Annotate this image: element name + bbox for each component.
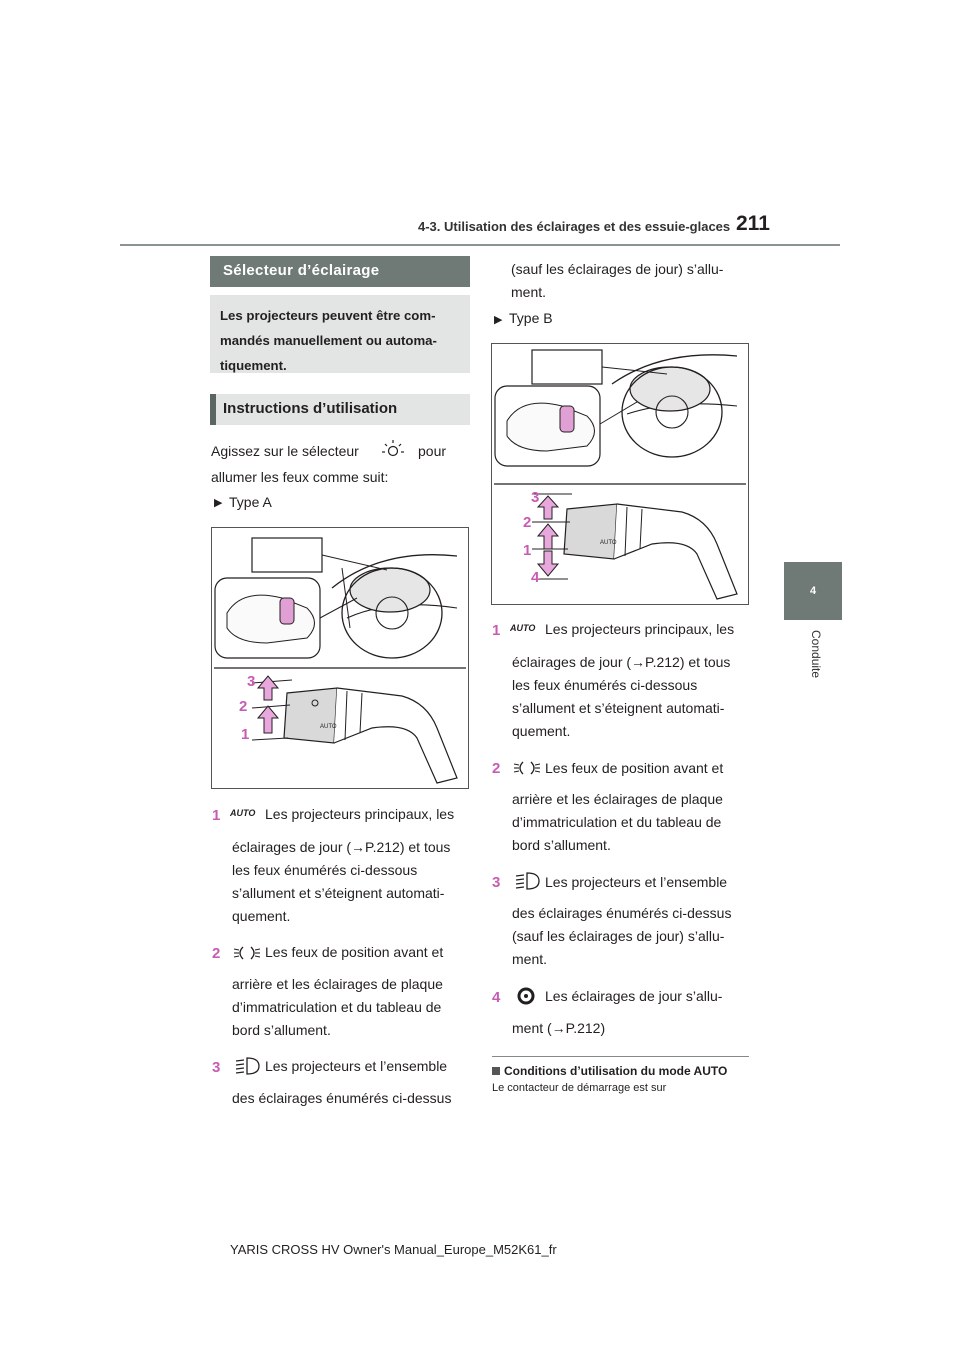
item-number: 1 [212,807,221,824]
item-text: les feux énumérés ci-dessous [512,677,698,693]
item-text: d’immatriculation et du tableau de [512,814,722,830]
item-text: Les projecteurs et l’ensemble [545,874,728,890]
running-header: 4-3. Utilisation des éclairages et des essuie-glaces [418,219,731,234]
item-text: éclairages de jour (→P.212) et tous [232,839,451,855]
svg-text:AUTO: AUTO [600,540,617,546]
page-number: 211 [736,212,770,235]
note-heading-text: Conditions d’utilisation du mode AUTO [504,1064,728,1078]
item-text: (sauf les éclairages de jour) s’allu- [512,928,725,944]
item-text: des éclairages énumérés ci-dessus [512,905,732,921]
item-text: d’immatriculation et du tableau de [232,999,442,1015]
item-text: s’allument et s’éteignent automati- [232,885,445,901]
section-title-selector: Sélecteur d’éclairage [223,262,380,279]
figure-number: 2 [523,514,532,531]
figure-number: 3 [531,489,540,506]
item-text: Les projecteurs principaux, les [545,621,735,637]
item-text: des éclairages énumérés ci-dessus [232,1090,452,1106]
item-text: les feux énumérés ci-dessous [232,862,418,878]
figure-number: 3 [247,673,256,690]
item-text: ment (→P.212) [512,1020,606,1036]
item-text: ment. [512,951,548,967]
figure-type-a [211,527,469,789]
position-lights-icon [234,944,260,962]
light-switch-icon [381,438,405,462]
item-text: bord s’allument. [232,1022,331,1038]
note-rule [492,1056,749,1057]
note-heading [492,1064,727,1078]
item-text: Les éclairages de jour s’allu- [545,988,723,1004]
chapter-number: 4 [809,585,817,597]
figure-number: 2 [239,698,248,715]
figure-number: 1 [523,542,532,559]
svg-text:AUTO: AUTO [320,724,337,730]
figure-type-b [491,343,749,605]
triangle-bullet-icon: ▶ [494,314,503,326]
body-text: Agissez sur le sélecteur [211,443,359,459]
triangle-bullet-icon: ▶ [214,497,223,509]
drl-icon [514,986,538,1006]
chapter-tab [784,562,842,620]
item-number: 2 [492,760,501,777]
auto-icon: AUTO [510,623,536,633]
figure-number: 4 [531,569,540,586]
item-text: Les feux de position avant et [265,944,444,960]
chapter-label: Conduite [809,630,823,679]
position-lights-icon [514,759,540,777]
type-a-label: Type A [229,494,272,510]
continued-text: (sauf les éclairages de jour) s’allu- [511,261,724,277]
item-text: bord s’allument. [512,837,611,853]
item-text: arrière et les éclairages de plaque [232,976,443,992]
continued-text: ment. [511,284,547,300]
header-rule [120,244,840,246]
body-text: pour [418,443,447,459]
steering-column-illustration-b [492,344,748,604]
footer: YARIS CROSS HV Owner's Manual_Europe_M52K61_fr [230,1242,557,1257]
item-text: s’allument et s’éteignent automati- [512,700,725,716]
steering-column-illustration-a [212,528,468,788]
intro-line: Les projecteurs peuvent être com- [220,308,436,323]
figure-number: 1 [241,726,250,743]
intro-text [220,303,468,378]
headlight-icon [234,1056,260,1076]
item-text: Les projecteurs et l’ensemble [265,1058,448,1074]
item-text: quement. [232,908,291,924]
headlight-icon [514,871,540,891]
note-body: Le contacteur de démarrage est sur [492,1082,667,1094]
intro-line: tiquement. [220,358,287,373]
item-number: 3 [212,1059,221,1076]
item-number: 3 [492,874,501,891]
intro-line: mandés manuellement ou automa- [220,333,437,348]
type-b-label: Type B [509,310,553,326]
item-text: arrière et les éclairages de plaque [512,791,723,807]
note-square-icon [492,1067,500,1075]
item-text: Les projecteurs principaux, les [265,806,455,822]
auto-icon: AUTO [230,808,256,818]
item-text: quement. [512,723,571,739]
item-text: Les feux de position avant et [545,760,724,776]
item-number: 2 [212,945,221,962]
item-text: éclairages de jour (→P.212) et tous [512,654,731,670]
body-text: allumer les feux comme suit: [211,469,389,485]
item-number: 1 [492,622,501,639]
section-title-instructions: Instructions d’utilisation [223,400,398,417]
item-number: 4 [492,989,501,1006]
